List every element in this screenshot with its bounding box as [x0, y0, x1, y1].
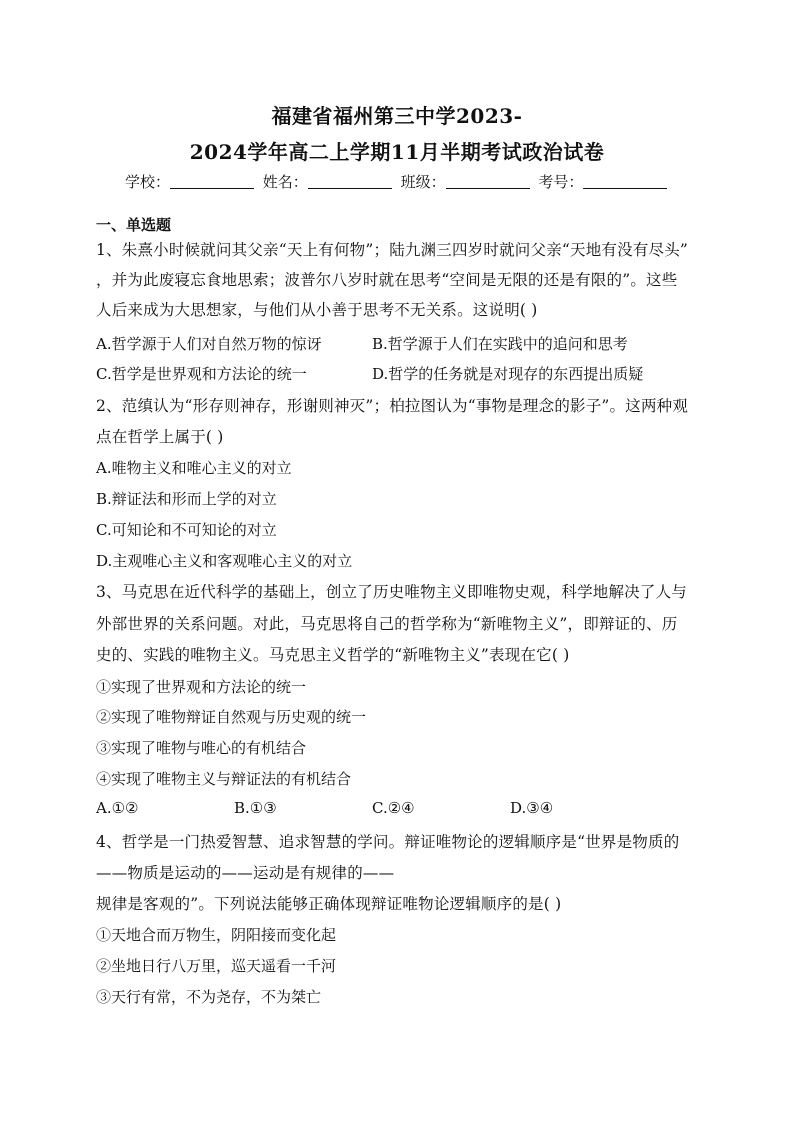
question-2-option-c[interactable]: C.可知论和不可知论的对立: [96, 521, 277, 539]
question-1-option-c[interactable]: C.哲学是世界观和方法论的统一: [96, 365, 307, 383]
question-1-option-a[interactable]: A.哲学源于人们对自然万物的惊讶: [96, 335, 322, 353]
question-4-line-3: 规律是客观的”。下列说法能够正确体现辩证唯物论逻辑顺序的是( ): [96, 895, 562, 913]
question-2-option-d[interactable]: D.主观唯心主义和客观唯心主义的对立: [96, 552, 353, 570]
question-2-option-b[interactable]: B.辩证法和形而上学的对立: [96, 490, 277, 508]
question-4-statement-2: ②坐地日行八万里，巡天遥看一千河: [96, 957, 337, 975]
class-blank[interactable]: [446, 174, 530, 189]
name-label: 姓名：: [262, 173, 308, 191]
question-3-option-b[interactable]: B.①③: [234, 799, 277, 817]
question-1-line-3: 人后来成为大思想家，与他们从小善于思考不无关系。这说明( ): [96, 301, 538, 319]
question-3-line-1: 3、马克思在近代科学的基础上，创立了历史唯物主义即唯物史观，科学地解决了人与: [96, 583, 687, 601]
question-4-line-2: ——物质是运动的——运动是有规律的——: [96, 864, 395, 882]
question-3-option-d[interactable]: D.③④: [510, 799, 554, 817]
question-3-statement-2: ②实现了唯物辩证自然观与历史观的统一: [96, 708, 367, 726]
question-2-line-1: 2、范缜认为“形存则神存，形谢则神灭”；柏拉图认为“事物是理念的影子”。这两种观: [96, 397, 689, 415]
class-label: 班级：: [400, 173, 446, 191]
question-3-line-2: 外部世界的关系问题。对此，马克思将自己的哲学称为“新唯物主义”，即辩证的、历: [96, 615, 678, 633]
exam-title-line2: 2024学年高二上学期11月半期考试政治试卷: [189, 140, 605, 164]
question-3-option-c[interactable]: C.②④: [372, 799, 415, 817]
question-4-statement-3: ③天行有常，不为尧存，不为桀亡: [96, 988, 322, 1006]
question-3-statement-4: ④实现了唯物主义与辩证法的有机结合: [96, 770, 352, 788]
student-info-row: [125, 171, 671, 192]
question-1-option-d[interactable]: D.哲学的任务就是对现存的东西提出质疑: [372, 365, 644, 383]
section-title: 一、单选题: [96, 216, 172, 234]
question-1-line-2: ，并为此废寝忘食地思索；波普尔八岁时就在思考“空间是无限的还是有限的”。这些: [96, 271, 678, 289]
question-3-option-a[interactable]: A.①②: [96, 799, 139, 817]
question-1-line-1: 1、朱熹小时候就问其父亲“天上有何物”；陆九渊三四岁时就问父亲“天地有没有尽头”: [96, 241, 689, 259]
question-4-statement-1: ①天地合而万物生，阴阳接而变化起: [96, 926, 337, 944]
question-2-line-2: 点在哲学上属于( ): [96, 428, 224, 446]
question-3-line-3: 史的、实践的唯物主义。马克思主义哲学的“新唯物主义”表现在它( ): [96, 646, 570, 664]
name-blank[interactable]: [308, 174, 392, 189]
exam-no-label: 考号：: [538, 173, 584, 191]
question-4-line-1: 4、哲学是一门热爱智慧、追求智慧的学问。辩证唯物论的逻辑顺序是“世界是物质的: [96, 833, 680, 851]
school-blank[interactable]: [170, 174, 254, 189]
question-2-option-a[interactable]: A.唯物主义和唯心主义的对立: [96, 459, 292, 477]
question-3-statement-1: ①实现了世界观和方法论的统一: [96, 678, 307, 696]
exam-no-blank[interactable]: [583, 174, 667, 189]
question-3-statement-3: ③实现了唯物与唯心的有机结合: [96, 739, 307, 757]
school-label: 学校：: [125, 173, 171, 191]
question-1-option-b[interactable]: B.哲学源于人们在实践中的追问和思考: [372, 335, 628, 353]
exam-title-line1: 福建省福州第三中学2023-: [271, 104, 523, 128]
